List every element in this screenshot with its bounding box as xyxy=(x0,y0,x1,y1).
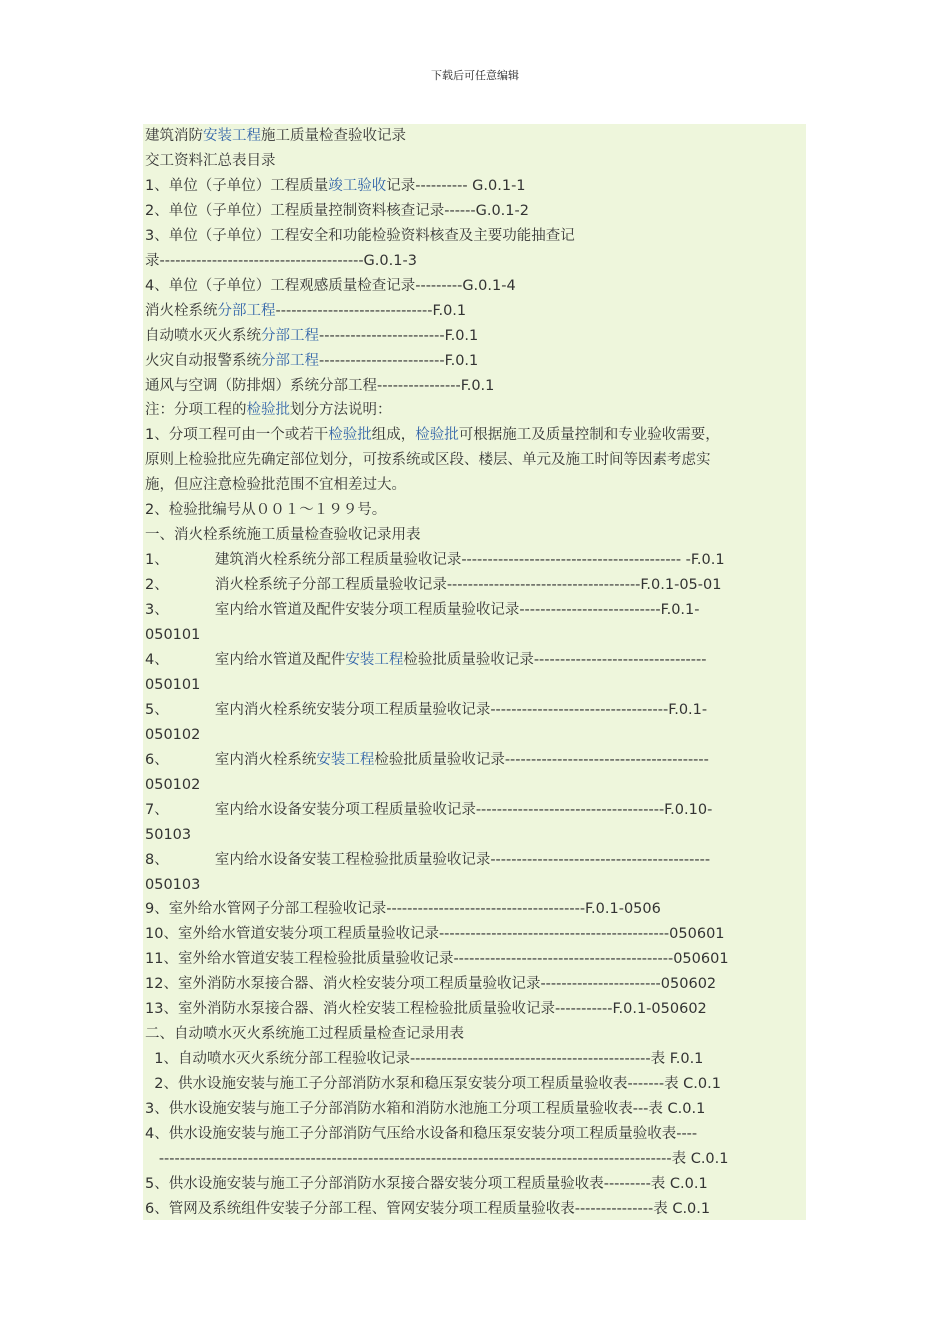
text-line xyxy=(145,525,421,547)
text-line xyxy=(145,400,392,422)
text-segment: 施工质量检查验收记录 xyxy=(261,128,406,144)
text-line xyxy=(145,775,200,797)
text-line xyxy=(145,1099,705,1121)
text-line xyxy=(145,675,200,697)
text-line xyxy=(145,1074,721,1096)
text-line xyxy=(145,550,725,572)
text-line xyxy=(145,176,526,198)
text-segment: 13、室外消防水泵接合器、消火栓安装工程检验批质量验收记录-----------F.0.1-050602 xyxy=(145,1001,707,1018)
text-segment: 12、室外消防水泵接合器、消火栓安装分项工程质量验收记录-----------------------050602 xyxy=(145,976,717,993)
text-segment: 1、单位（子单位）工程质量 xyxy=(145,177,329,194)
text-segment: 检验批质量验收记录--------------------------------------- xyxy=(374,751,709,768)
text-segment: 火灾自动报警系统 xyxy=(145,352,261,369)
inline-link[interactable]: 检验批 xyxy=(328,427,372,444)
text-line xyxy=(145,924,725,946)
text-segment: 050103 xyxy=(145,876,201,893)
text-line xyxy=(145,326,478,348)
text-line xyxy=(145,151,276,173)
text-line xyxy=(145,825,191,847)
text-line xyxy=(145,226,575,248)
inline-link[interactable]: 安装工程 xyxy=(345,651,404,668)
text-line xyxy=(145,650,707,672)
text-line xyxy=(145,700,707,722)
text-segment: 二、自动喷水灭火系统施工过程质量检查记录用表 xyxy=(145,1026,464,1043)
inline-link[interactable]: 检验批 xyxy=(246,402,290,419)
inline-link[interactable]: 分部工程 xyxy=(217,302,276,319)
text-segment: 注：分项工程的 xyxy=(145,402,247,419)
text-segment: 划分方法说明： xyxy=(290,402,392,419)
text-segment: 4、供水设施安装与施工子分部消防气压给水设备和稳压泵安装分项工程质量验收表---- xyxy=(145,1126,698,1142)
inline-link[interactable]: 分部工程 xyxy=(261,352,319,369)
text-line xyxy=(145,1199,710,1220)
text-line xyxy=(145,750,709,772)
text-segment: 050101 xyxy=(145,627,201,643)
text-segment: 录---------------------------------------G.0.1-3 xyxy=(145,252,417,269)
text-segment: 6、 室内消火栓系统 xyxy=(145,751,317,768)
text-line xyxy=(145,1174,708,1196)
text-line xyxy=(145,450,711,472)
text-segment: 组成， xyxy=(371,427,416,444)
text-segment: 消火栓系统 xyxy=(145,302,218,319)
text-line xyxy=(145,850,710,872)
text-segment: 一、消火栓系统施工质量检查验收记录用表 xyxy=(145,527,421,544)
text-segment: 交工资料汇总表目录 xyxy=(145,152,276,169)
text-segment: 1、自动喷水灭火系统分部工程验收记录----------------------------------------------表 F.0.1 xyxy=(145,1051,704,1068)
text-segment: 2、单位（子单位）工程质量控制资料核查记录------G.0.1-2 xyxy=(145,202,529,219)
text-segment: 11、室外给水管道安装工程检验批质量验收记录------------------------------------------050601 xyxy=(145,951,729,968)
text-line xyxy=(145,974,716,996)
text-line xyxy=(145,1024,464,1046)
text-line xyxy=(145,1049,703,1071)
text-segment: 2、检验批编号从００１～１９９号。 xyxy=(145,502,387,519)
text-segment: 5、供水设施安装与施工子分部消防水泵接合器安装分项工程质量验收表---------表 C.0.1 xyxy=(145,1175,708,1192)
text-segment: 9、室外给水管网子分部工程验收记录--------------------------------------F.0.1-0506 xyxy=(145,901,661,918)
text-segment: 原则上检验批应先确定部位划分，可按系统或区段、楼层、单元及施工时间等因素考虑实 xyxy=(145,452,711,469)
text-line xyxy=(145,351,478,373)
text-segment: ------------------------F.0.1 xyxy=(319,352,479,369)
text-line xyxy=(145,475,406,497)
text-segment: 2、供水设施安装与施工子分部消防水泵和稳压泵安装分项工程质量验收表-------表 C.0.1 xyxy=(145,1076,721,1093)
text-line xyxy=(145,276,516,298)
text-line xyxy=(145,1124,697,1146)
text-line xyxy=(145,425,720,447)
text-segment: 4、 室内给水管道及配件 xyxy=(145,651,346,668)
inline-link[interactable]: 检验批 xyxy=(415,427,459,444)
text-line xyxy=(145,949,729,971)
text-segment: 1、 建筑消火栓系统分部工程质量验收记录------------------------------------------ -F.0.1 xyxy=(145,552,725,569)
inline-link[interactable]: 竣工验收 xyxy=(328,177,387,194)
text-segment: 8、 室内给水设备安装工程检验批质量验收记录------------------------------------------ xyxy=(145,851,711,868)
inline-link[interactable]: 安装工程 xyxy=(203,128,261,144)
page-header: 下载后可任意编辑 xyxy=(431,69,519,82)
text-segment: 050102 xyxy=(145,726,201,743)
text-line xyxy=(145,999,707,1021)
text-segment: 自动喷水灭火系统 xyxy=(145,327,261,344)
text-segment: ------------------------F.0.1 xyxy=(319,327,479,344)
text-segment: 050101 xyxy=(145,676,201,693)
text-segment: ------------------------------F.0.1 xyxy=(275,302,467,319)
text-segment: 建筑消防 xyxy=(145,128,203,144)
text-segment: 施，但应注意检验批范围不宜相差过大。 xyxy=(145,477,406,494)
text-line xyxy=(145,625,200,647)
text-segment: 050102 xyxy=(145,776,201,793)
text-line xyxy=(145,1149,728,1171)
text-line xyxy=(145,126,406,148)
text-line xyxy=(145,500,386,522)
text-line xyxy=(145,600,700,622)
text-segment: 6、管网及系统组件安装子分部工程、管网安装分项工程质量验收表---------------表 C.0.1 xyxy=(145,1200,711,1217)
text-line xyxy=(145,301,466,323)
inline-link[interactable]: 安装工程 xyxy=(316,751,375,768)
text-segment: 2、 消火栓系统子分部工程质量验收记录-------------------------------------F.0.1-05-01 xyxy=(145,577,722,594)
text-segment: 检验批质量验收记录--------------------------------- xyxy=(403,651,707,668)
text-segment: 3、单位（子单位）工程安全和功能检验资料核查及主要功能抽查记 xyxy=(145,227,575,244)
text-segment: 3、 室内给水管道及配件安装分项工程质量验收记录---------------------------F.0.1- xyxy=(145,602,700,619)
text-segment: 7、 室内给水设备安装分项工程质量验收记录------------------------------------F.0.10- xyxy=(145,801,713,818)
text-segment: 10、室外给水管道安装分项工程质量验收记录--------------------------------------------050601 xyxy=(145,926,725,943)
text-line xyxy=(145,725,200,747)
text-line xyxy=(145,800,712,822)
text-line xyxy=(145,251,417,273)
inline-link[interactable]: 分部工程 xyxy=(261,327,319,344)
text-segment: 3、供水设施安装与施工子分部消防水箱和消防水池施工分项工程质量验收表---表 C.0.1 xyxy=(145,1101,706,1118)
text-line xyxy=(145,376,494,398)
text-line xyxy=(145,899,661,921)
text-segment: --------------------------------------------------------------------------------------------------表 C.0.1 xyxy=(145,1150,729,1167)
text-line xyxy=(145,201,529,223)
text-segment: 1、分项工程可由一个或若干 xyxy=(145,427,329,444)
text-segment: 5、 室内消火栓系统安装分项工程质量验收记录----------------------------------F.0.1- xyxy=(145,701,708,718)
text-segment: 50103 xyxy=(145,826,192,843)
text-segment: 记录---------- G.0.1-1 xyxy=(386,177,526,194)
text-line xyxy=(145,875,200,897)
text-segment: 通风与空调（防排烟）系统分部工程----------------F.0.1 xyxy=(145,377,495,394)
text-segment: 4、单位（子单位）工程观感质量检查记录---------G.0.1-4 xyxy=(145,277,516,294)
text-segment: 可根据施工及质量控制和专业验收需要， xyxy=(458,427,720,444)
text-line xyxy=(145,575,721,597)
document-body xyxy=(143,124,806,1220)
